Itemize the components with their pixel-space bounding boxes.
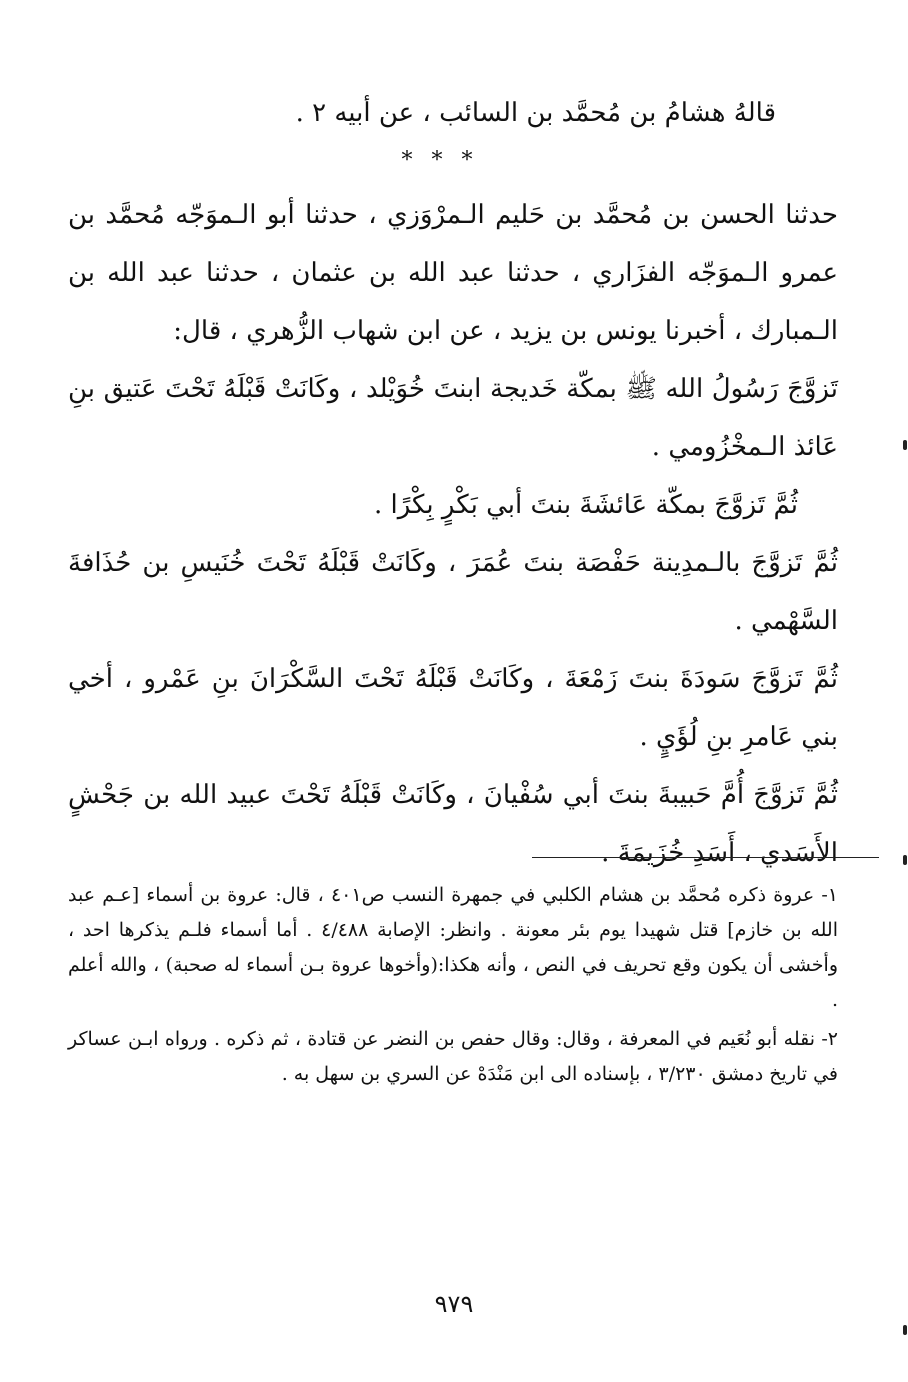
margin-mark xyxy=(903,855,907,865)
main-text xyxy=(68,186,838,882)
footnote-rule xyxy=(532,857,879,858)
footnote-1: ١- عروة ذكره مُحمَّد بن هشام الكلبي في جمهرة النسب ص٤٠١ ، قال: عروة بن أسماء [عـم عبد الله بن خازم] قتل شهيدا يوم بئر معونة . وانظر: الإصابة ٤/٤٨٨ . أما أسماء فلـم يذكرها احد ، وأخشى أن يكون وقع تحريف في النص ، وأنه هكذا:(وأخوها عروة بـن أسماء له صحبة) ، والله أعلم . xyxy=(68,884,838,1011)
section-separator: * * * xyxy=(401,148,479,173)
body-paragraph: ثُمَّ تَزوَّجَ بمكّة عَائشَةَ بنتَ أبي بَكْرٍ بِكْرًا . xyxy=(373,490,798,520)
isnad-paragraph: حدثنا الحسن بن مُحمَّد بن حَليم الـمرْوَزي ، حدثنا أبو الـموَجّه مُحمَّد بن عمرو الـموَجّه الفزَاري ، حدثنا عبد الله بن عثمان ، حدثنا عبد الله بن الـمبارك ، أخبرنا يونس بن يزيد ، عن ابن شهاب الزُّهري ، قال: xyxy=(68,200,838,346)
body-paragraph: ثُمَّ تَزوَّجَ سَودَةَ بنتَ زَمْعَةَ ، وكَانَتْ قَبْلَهُ تَحْتَ السَّكْرَانَ بنِ عَمْرو ، أخي بني عَامرِ بنِ لُؤَيٍ . xyxy=(68,664,838,752)
page-number: ٩٧٩ xyxy=(434,1290,474,1318)
body-paragraph: تَزوَّجَ رَسُولُ الله ﷺ بمكّة خَديجة ابنتَ خُوَيْلد ، وكَانَتْ قَبْلَهُ تَحْتَ عَتيق بنِ عَائذ الـمخْزُومي . xyxy=(68,374,838,462)
footnote-2: ٢- نقله أبو نُعَيم في المعرفة ، وقال: وقال حفص بن النضر عن قتادة ، ثم ذكره . ورواه ابـن عساكر في تاريخ دمشق ٣/٢٣٠ ، بإسناده الى ابن مَنْدَهْ عن السري بن سهل به . xyxy=(68,1028,838,1085)
header-line: قالهُ هشامُ بن مُحمَّد بن السائب ، عن أبيه ٢ . xyxy=(295,98,776,128)
footnotes xyxy=(68,878,838,1096)
body-paragraph: ثُمَّ تَزوَّجَ أُمَّ حَبيبةَ بنتَ أبي سُفْيانَ ، وكَانَتْ قَبْلَهُ تَحْتَ عبيد الله بن جَحْشٍ الأَسَدي ، أَسَدِ خُزَيمَةَ . xyxy=(68,780,838,868)
margin-mark xyxy=(903,1325,907,1335)
margin-mark xyxy=(903,440,907,450)
body-paragraph: ثُمَّ تَزوَّجَ بالـمدِينة حَفْصَة بنتَ عُمَرَ ، وكَانَتْ قَبْلَهُ تَحْتَ خُنَيسِ بن حُذَافةَ السَّهْمي . xyxy=(68,548,838,636)
